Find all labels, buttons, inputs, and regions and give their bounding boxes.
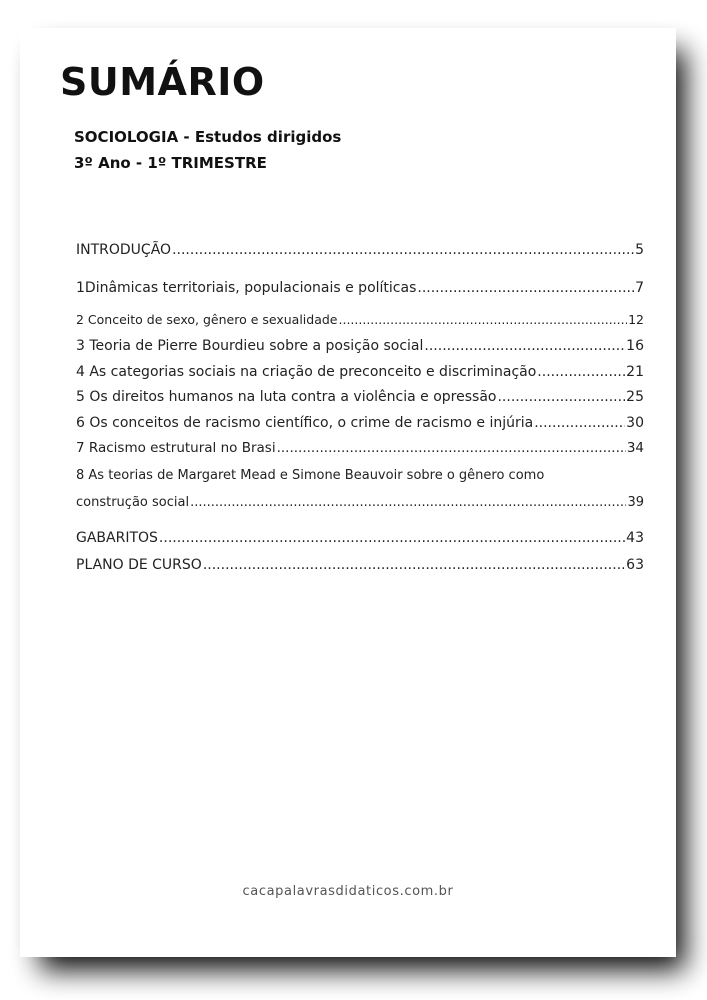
toc-entry-page: 16	[626, 338, 644, 354]
toc-leader-dots	[190, 495, 626, 510]
toc-entry-label: 2 Conceito de sexo, gênero e sexualidade	[76, 312, 338, 327]
toc-entry-8-line1[interactable]	[76, 468, 644, 483]
toc-leader-dots	[339, 312, 628, 327]
toc-entry-5[interactable]	[76, 389, 644, 405]
toc-entry-3[interactable]	[76, 338, 644, 354]
toc-leader-dots	[537, 364, 625, 380]
toc-entry-plano-de-curso[interactable]	[76, 557, 644, 573]
page-title: SUMÁRIO	[60, 60, 265, 104]
grade-subtitle: 3º Ano - 1º TRIMESTRE	[74, 154, 267, 172]
toc-entry-label: 5 Os direitos humanos na luta contra a violência e opressão	[76, 389, 497, 405]
toc-entry-4[interactable]	[76, 364, 644, 380]
toc-leader-dots	[417, 280, 634, 296]
toc-entry-label: 6 Os conceitos de racismo científico, o crime de racismo e injúria	[76, 415, 534, 431]
toc-entry-page: 5	[635, 242, 644, 258]
toc-leader-dots	[159, 530, 625, 546]
toc-leader-dots	[172, 242, 634, 258]
toc-entry-page: 63	[626, 557, 644, 573]
toc-leader-dots	[497, 389, 625, 405]
toc-leader-dots	[534, 415, 625, 431]
toc-entry-label: 4 As categorias sociais na criação de preconceito e discriminação	[76, 364, 537, 380]
toc-entry-6[interactable]	[76, 415, 644, 431]
toc-entry-7[interactable]	[76, 440, 644, 456]
document-page	[20, 28, 676, 957]
toc-leader-dots	[203, 557, 625, 573]
toc-entry-8-line2[interactable]	[76, 495, 644, 510]
toc-entry-page: 39	[627, 495, 644, 510]
subject-subtitle: SOCIOLOGIA - Estudos dirigidos	[74, 128, 342, 146]
toc-entry-label: 3 Teoria de Pierre Bourdieu sobre a posição social	[76, 338, 424, 354]
toc-leader-dots	[424, 338, 625, 354]
toc-entry-1[interactable]	[76, 280, 644, 296]
toc-entry-label: INTRODUÇÃO	[76, 242, 172, 258]
toc-entry-page: 25	[626, 389, 644, 405]
toc-entry-gabaritos[interactable]	[76, 530, 644, 546]
toc-entry-label: 7 Racismo estrutural no Brasi	[76, 440, 276, 456]
toc-entry-label: PLANO DE CURSO	[76, 557, 202, 573]
toc-entry-page: 21	[626, 364, 644, 380]
toc-entry-label: 1Dinâmicas territoriais, populacionais e políticas	[76, 280, 417, 296]
toc-entry-page: 12	[628, 312, 644, 327]
toc-entry-2[interactable]	[76, 312, 644, 327]
toc-entry-page: 43	[626, 530, 644, 546]
toc-entry-label: GABARITOS	[76, 530, 158, 546]
toc-entry-page: 34	[626, 440, 644, 456]
toc-entry-label: 8 As teorias de Margaret Mead e Simone Beauvoir sobre o gênero como	[76, 468, 545, 483]
toc-leader-dots	[277, 440, 626, 456]
toc-entry-page: 30	[626, 415, 644, 431]
toc-entry-label-continued: construção social	[76, 495, 190, 510]
toc-entry-introducao[interactable]	[76, 242, 644, 258]
toc-entry-page: 7	[635, 280, 644, 296]
footer-website: cacapalavrasdidaticos.com.br	[242, 884, 454, 899]
